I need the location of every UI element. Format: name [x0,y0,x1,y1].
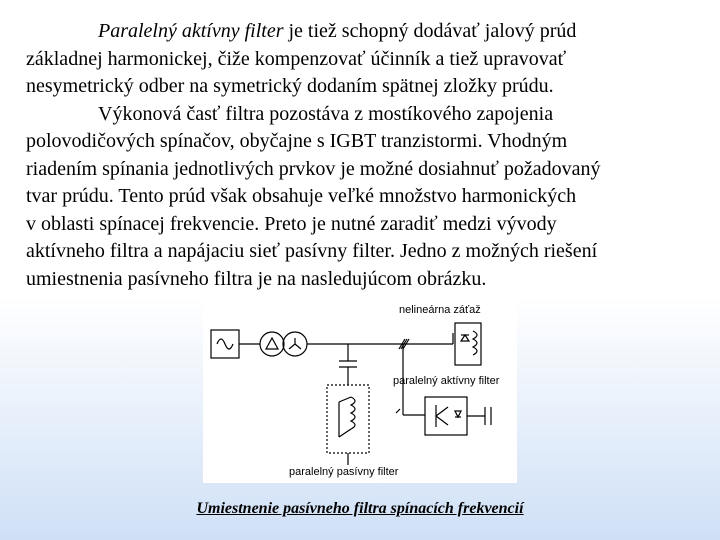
delta-winding-icon [260,332,284,356]
label-passive-filter: paralelný pasívny filter [289,466,399,478]
term-active-filter: Paralelný aktívny filter [98,20,284,42]
paragraph-1: Paralelný aktívny filter je tiež schopný dodávať jalový prúd základnej harmonickej, čiže kompenzovať účinník a tiež upravovať nesymetrický odber na symetrický dodaním spätnej zložky prúdu. [26,20,577,97]
paragraph-2: Výkonová časť filtra pozostáva z mostíkového zapojenia polovodičových spínačov, obyčajne s IGBT tranzistormi. Vhodným riadením spínania jednotlivých prvkov je možné dosiahnuť požadovaný tvar prúdu. Tento prúd však obsahuje veľké množstvo harmonických v oblasti spínacej frekvencie. Preto je nutné zaradiť medzi vývody aktívneho filtra a napájaciu sieť pasívny filter. Jedno z možných riešení umiestnenia pasívneho filtra je na nasledujúcom obrázku. [26,102,601,290]
circuit-diagram [203,297,517,483]
body-text [26,18,706,293]
circuit-schematic [203,297,517,483]
figure-caption: Umiestnenie pasívneho filtra spínacích frekvencií [196,500,524,517]
label-nonlinear-load: nelineárna záťaž [399,304,481,316]
passive-filter-box [327,385,369,453]
igbt-bridge-box [425,397,467,435]
label-active-filter: paralelný aktívny filter [393,375,500,387]
